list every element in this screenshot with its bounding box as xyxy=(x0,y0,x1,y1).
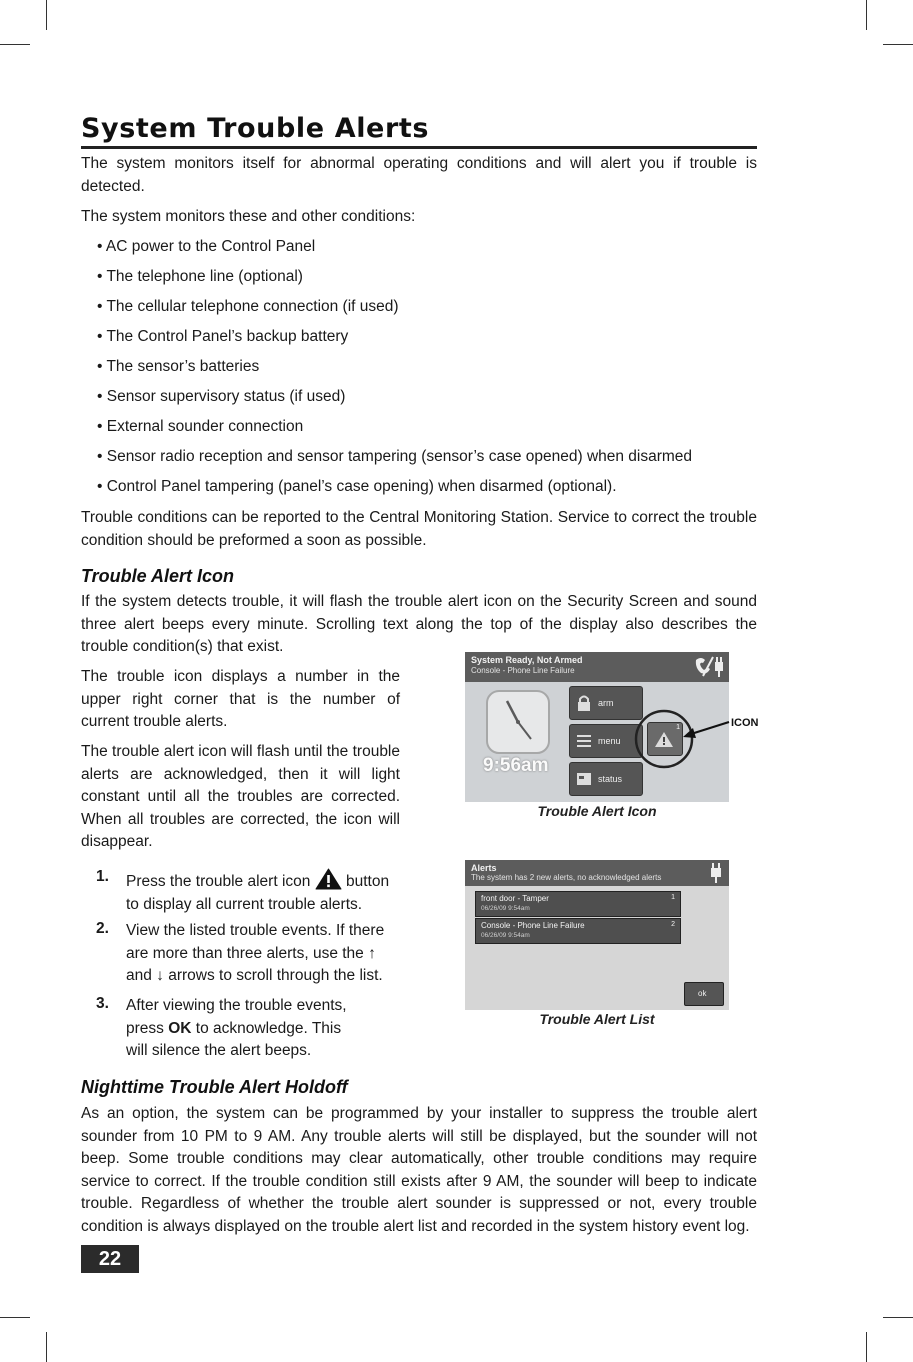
arm-button[interactable] xyxy=(569,686,643,720)
step-text: press xyxy=(126,1019,169,1037)
status-subtitle: Console - Phone Line Failure xyxy=(471,666,575,675)
power-plug-icon xyxy=(709,862,723,884)
alert-date: 06/26/09 9:54am xyxy=(481,932,530,939)
alert-row[interactable] xyxy=(475,918,681,944)
arm-label: arm xyxy=(598,698,614,708)
condition-item: • Control Panel tampering (panel’s case opening) when disarmed (optional). xyxy=(97,478,617,495)
step-text: Press the trouble alert icon xyxy=(126,873,311,890)
trouble-icon-paragraph: If the system detects trouble, it will flash the trouble alert icon on the Security Screen and sound three alert beeps every minute. Scrolling text along the top of the display also describes the trouble condition(s) that exist. xyxy=(81,593,757,655)
step-text: will silence the alert beeps. xyxy=(126,1042,312,1059)
conditions-intro: The system monitors these and other conditions: xyxy=(81,208,416,225)
warning-icon xyxy=(315,868,342,890)
alerts-subtitle: The system has 2 new alerts, no acknowledged alerts xyxy=(471,873,662,882)
condition-item: • The cellular telephone connection (if used) xyxy=(97,298,399,315)
alerts-title: Alerts xyxy=(471,863,497,873)
step-text: to acknowledge. This xyxy=(191,1019,342,1037)
crop-mark xyxy=(883,1317,913,1318)
title-rule xyxy=(81,146,757,149)
clock-icon xyxy=(483,687,553,757)
holdoff-paragraph: As an option, the system can be programmed by your installer to suppress the trouble alert sounder from 10 PM to 9 AM. Any trouble alerts will still be displayed, but the sounder will not beep. Some trouble conditions may clear automatically, other trouble conditions may require service to correct. If the trouble condition still exists after 9 AM, the sounder will beep to indicate trouble. Regardless of whether the trouble alert sounder is suppressed or not, every trouble condition is always displayed on the trouble alert list and recorded in the system history event log. xyxy=(81,1105,757,1235)
page-title: System Trouble Alerts xyxy=(81,113,430,144)
section-heading-trouble-alert-icon: Trouble Alert Icon xyxy=(81,566,235,586)
ok-label: OK xyxy=(168,1019,192,1037)
alert-number: 2 xyxy=(671,921,675,928)
status-icon xyxy=(576,772,592,786)
condition-item: • AC power to the Control Panel xyxy=(97,238,316,255)
figure-caption: Trouble Alert Icon xyxy=(537,803,657,819)
crop-mark xyxy=(46,0,47,30)
crop-mark xyxy=(866,1332,867,1362)
step-text: are more than three alerts, use the ↑ xyxy=(126,944,376,962)
status-bar xyxy=(465,652,729,682)
alert-text: front door - Tamper xyxy=(481,894,549,903)
step-3 xyxy=(126,995,396,1063)
alert-text: Console - Phone Line Failure xyxy=(481,921,585,930)
crop-mark xyxy=(866,0,867,30)
phone-power-icon xyxy=(693,654,727,680)
menu-button[interactable] xyxy=(569,724,643,758)
step-text: button xyxy=(346,873,390,890)
menu-label: menu xyxy=(598,736,621,746)
step-2 xyxy=(126,920,396,988)
menu-icon xyxy=(576,733,592,749)
step-number: 2. xyxy=(96,920,109,937)
alert-number: 1 xyxy=(671,894,675,901)
icon-number-paragraph: The trouble icon displays a number in the upper right corner that is the number of current trouble alerts. xyxy=(81,668,400,730)
clock-time: 9:56am xyxy=(483,755,549,776)
condition-item: • The Control Panel’s backup battery xyxy=(97,328,349,345)
alert-row[interactable] xyxy=(475,891,681,917)
crop-mark xyxy=(0,44,30,45)
condition-item: • External sounder connection xyxy=(97,418,304,435)
step-number: 3. xyxy=(96,995,109,1012)
callout-label: ICON xyxy=(731,717,759,729)
condition-item: • The sensor’s batteries xyxy=(97,358,260,375)
reporting-paragraph: Trouble conditions can be reported to the Central Monitoring Station. Service to correct the trouble condition should be preformed a soon as possible. xyxy=(81,509,757,549)
section-heading-nighttime-holdoff: Nighttime Trouble Alert Holdoff xyxy=(81,1077,348,1097)
step-text: View the listed trouble events. If there xyxy=(126,922,385,939)
ok-button-label: ok xyxy=(698,989,707,998)
condition-item: • The telephone line (optional) xyxy=(97,268,303,285)
crop-mark xyxy=(46,1332,47,1362)
callout-arrow xyxy=(681,719,731,739)
status-title: System Ready, Not Armed xyxy=(471,655,583,665)
lock-icon xyxy=(576,694,592,712)
alert-date: 06/26/09 9:54am xyxy=(481,905,530,912)
condition-item: • Sensor supervisory status (if used) xyxy=(97,388,346,405)
intro-paragraph: The system monitors itself for abnormal operating conditions and will alert you if trouble is detected. xyxy=(81,155,757,195)
alerts-header xyxy=(465,860,729,886)
trouble-count-badge: 1 xyxy=(676,724,680,731)
step-text: to display all current trouble alerts. xyxy=(126,895,363,913)
crop-mark xyxy=(883,44,913,45)
step-text: and ↓ arrows to scroll through the list. xyxy=(126,967,383,984)
step-text: After viewing the trouble events, xyxy=(126,997,347,1014)
alert-list-image xyxy=(465,860,729,1010)
condition-item: • Sensor radio reception and sensor tampering (sensor’s case opened) when disarmed xyxy=(97,448,693,465)
status-label: status xyxy=(598,774,623,784)
step-number: 1. xyxy=(96,868,109,885)
step-1 xyxy=(126,868,396,916)
icon-flash-paragraph: The trouble alert icon will flash until the trouble alerts are acknowledged, then it will light constant until all the troubles are corrected. When all troubles are corrected, the icon will disappear. xyxy=(81,743,400,850)
status-button[interactable] xyxy=(569,762,643,796)
ok-button[interactable] xyxy=(684,982,724,1006)
figure-caption: Trouble Alert List xyxy=(539,1011,655,1027)
crop-mark xyxy=(0,1317,30,1318)
highlight-circle xyxy=(633,708,695,770)
page-number: 22 xyxy=(81,1245,139,1273)
